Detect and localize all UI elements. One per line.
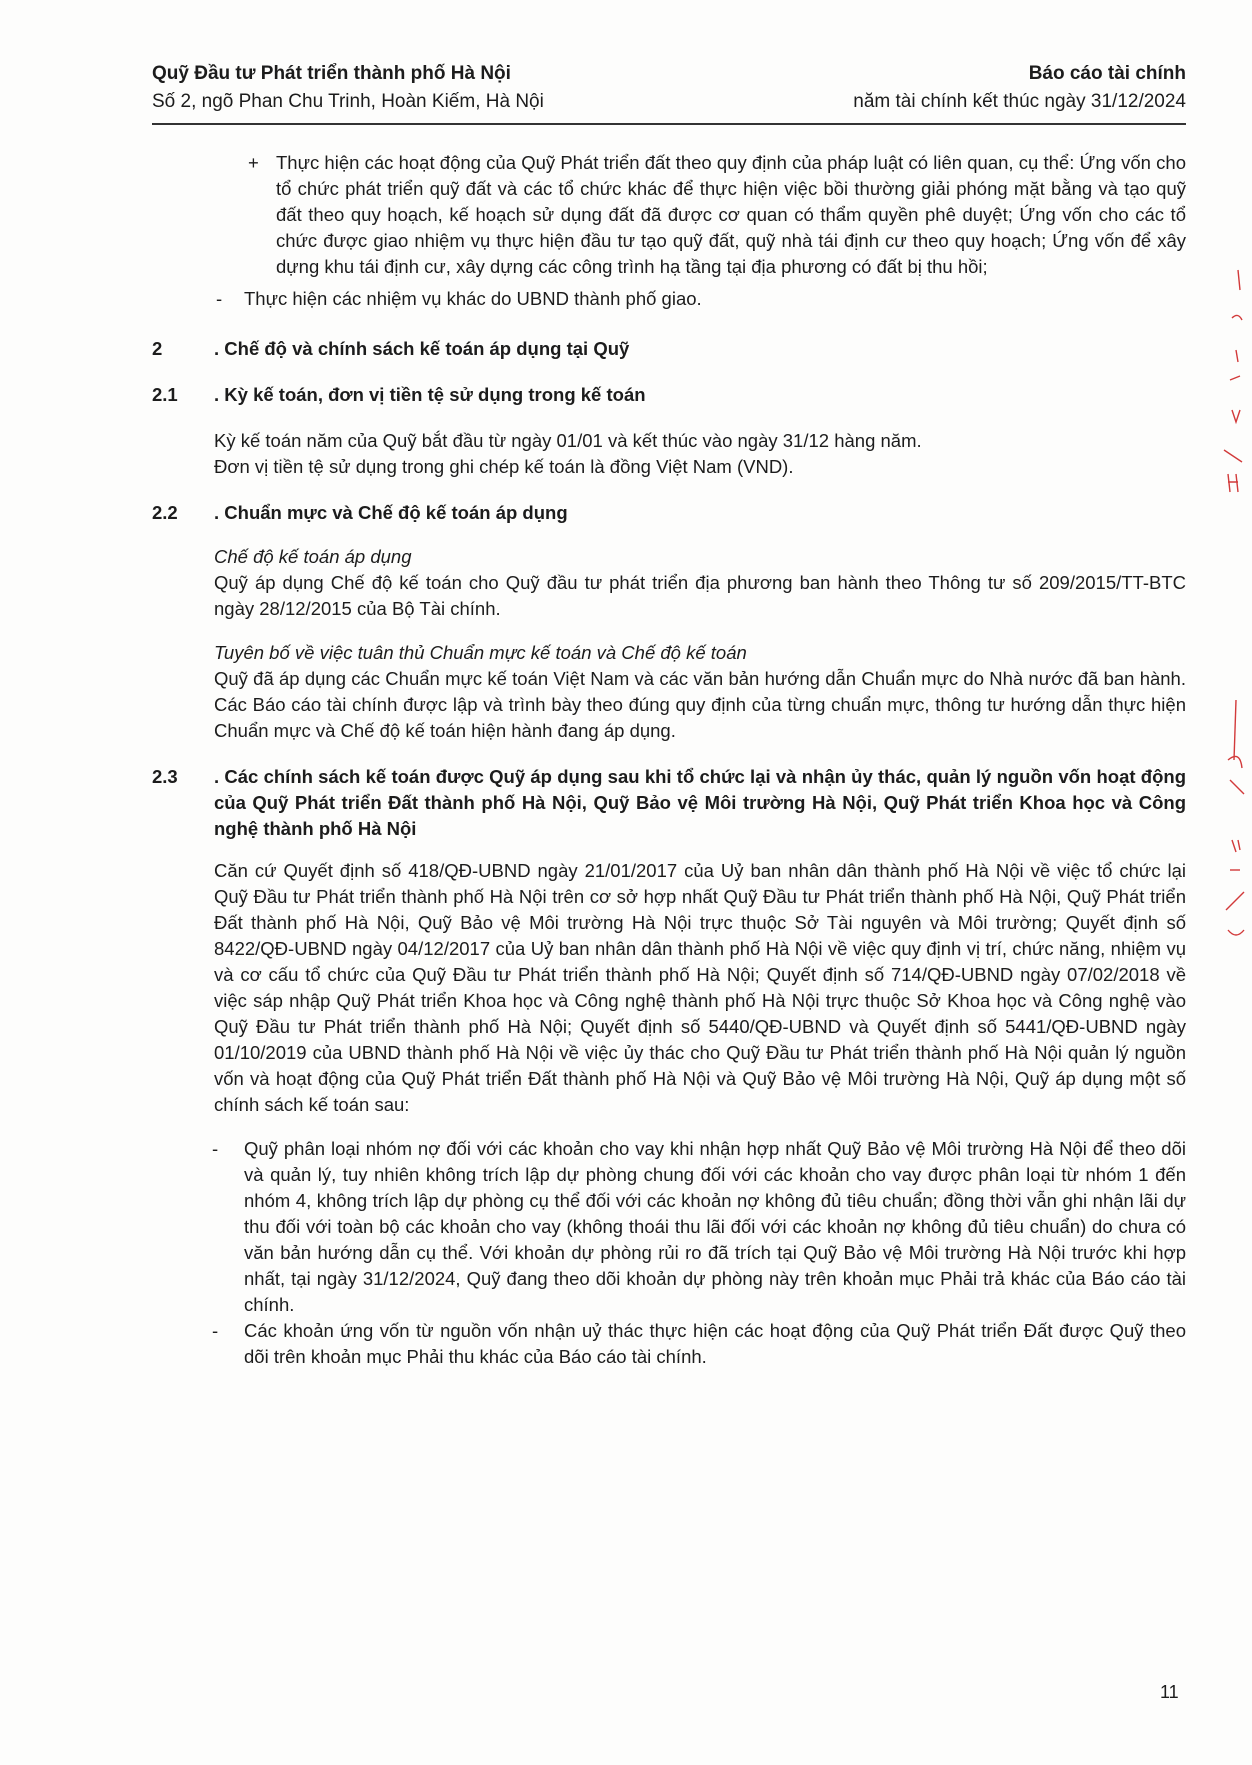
intro-plus-item — [152, 150, 1186, 280]
section-title: . Các chính sách kế toán được Quỹ áp dụng sau khi tổ chức lại và nhận ủy thác, quản lý nguồn vốn hoạt động của Quỹ Phát triển Đất thành phố Hà Nội, Quỹ Bảo vệ Môi trường Hà Nội, Quỹ Phát triển Khoa học và Công nghệ thành phố Hà Nội — [214, 766, 1186, 839]
list-item-text: Quỹ phân loại nhóm nợ đối với các khoản cho vay khi nhận hợp nhất Quỹ Bảo vệ Môi trường Hà Nội để theo dõi và quản lý, tuy nhiên không trích lập dự phòng chung đối với các khoản cho vay được phân loại từ nhóm 1 đến nhóm 4, không trích lập dự phòng cụ thể đối với các khoản nợ không đủ tiêu chuẩn; đồng thời vẫn ghi nhận lãi dự thu đối với toàn bộ các khoản cho vay (không thoái thu lãi đối với các khoản nợ không đủ tiêu chuẩn) do chưa có văn bản hướng dẫn cụ thể. Với khoản dự phòng rủi ro đã trích tại Quỹ Bảo vệ Môi trường Hà Nội trước khi hợp nhất, tại ngày 31/12/2024, Quỹ đang theo dõi khoản dự phòng này trên khoản mục Phải trả khác của Báo cáo tài chính. — [244, 1138, 1186, 1315]
dash-bullet-mark: - — [212, 1320, 219, 1341]
header-left — [152, 60, 544, 116]
subsection-title: Chế độ kế toán áp dụng — [214, 546, 412, 567]
list-item — [152, 1318, 1186, 1370]
section-title: . Chế độ và chính sách kế toán áp dụng tại Quỹ — [214, 338, 630, 359]
currency-unit-text: Đơn vị tiền tệ sử dụng trong ghi chép kế toán là đồng Việt Nam (VND). — [214, 456, 794, 477]
section-2-2-heading — [152, 500, 1186, 526]
legal-basis-paragraph: Căn cứ Quyết định số 418/QĐ-UBND ngày 21/01/2017 của Uỷ ban nhân dân thành phố Hà Nội về việc tổ chức lại Quỹ Đầu tư Phát triển thành phố Hà Nội trên cơ sở hợp nhất Quỹ Đầu tư Phát triển thành phố Hà Nội, Quỹ Phát triển Đất thành phố Hà Nội, Quỹ Bảo vệ Môi trường Hà Nội trực thuộc Sở Tài nguyên và Môi trường; Quyết định số 8422/QĐ-UBND ngày 04/12/2017 của Uỷ ban nhân dân thành phố Hà Nội về việc quy định vị trí, chức năng, nhiệm vụ và cơ cấu tổ chức của Quỹ Đầu tư Phát triển thành phố Hà Nội; Quyết định số 714/QĐ-UBND ngày 07/02/2018 về việc sáp nhập Quỹ Phát triển Khoa học và Công nghệ thành phố Hà Nội trực thuộc Sở Khoa học và Công nghệ vào Quỹ Đầu tư Phát triển thành phố Hà Nội; Quyết định số 5440/QĐ-UBND và Quyết định số 5441/QĐ-UBND ngày 01/10/2019 của UBND thành phố Hà Nội về việc ủy thác cho Quỹ Đầu tư Phát triển thành phố Hà Nội quản lý nguồn vốn và hoạt động của Quỹ Phát triển Đất thành phố Hà Nội và Quỹ Bảo vệ Môi trường Hà Nội, Quỹ áp dụng một số chính sách kế toán sau: — [214, 860, 1186, 1115]
header-right — [853, 60, 1186, 116]
report-title: Báo cáo tài chính — [1028, 63, 1186, 84]
page-number: 11 — [1160, 1682, 1179, 1702]
section-number: 2 — [152, 338, 163, 359]
intro-dash-item — [152, 286, 1186, 312]
section-number: 2.2 — [152, 502, 178, 523]
section-2-1-heading — [152, 382, 1186, 408]
section-number: 2.3 — [152, 766, 178, 787]
section-title: . Kỳ kế toán, đơn vị tiền tệ sử dụng trong kế toán — [214, 384, 646, 405]
section-2-heading — [152, 336, 1186, 362]
document-body — [152, 150, 1186, 1370]
compliance-statement-text: Quỹ đã áp dụng các Chuẩn mực kế toán Việt Nam và các văn bản hướng dẫn Chuẩn mực do Nhà nước đã ban hành. Các Báo cáo tài chính được lập và trình bày theo đúng quy định của từng chuẩn mực, thông tư hướng dẫn thực hiện Chuẩn mực và Chế độ kế toán hiện hành đang áp dụng. — [214, 668, 1186, 741]
accounting-period-text: Kỳ kế toán năm của Quỹ bắt đầu từ ngày 01/01 và kết thúc vào ngày 31/12 hàng năm. — [214, 430, 922, 451]
header-divider — [152, 123, 1186, 125]
dash-bullet-mark: - — [212, 1138, 219, 1159]
red-ink-marks — [1224, 270, 1244, 935]
plus-bullet-mark: + — [248, 152, 259, 173]
list-item-text: Các khoản ứng vốn từ nguồn vốn nhận uỷ thác thực hiện các hoạt động của Quỹ Phát triển Đất được Quỹ theo dõi trên khoản mục Phải thu khác của Báo cáo tài chính. — [244, 1320, 1186, 1367]
organization-name: Quỹ Đầu tư Phát triển thành phố Hà Nội — [152, 63, 511, 84]
organization-address: Số 2, ngõ Phan Chu Trinh, Hoàn Kiếm, Hà Nội — [152, 91, 544, 112]
section-title: . Chuẩn mực và Chế độ kế toán áp dụng — [214, 502, 568, 523]
list-item — [152, 1136, 1186, 1318]
subsection-title: Tuyên bố về việc tuân thủ Chuẩn mực kế toán và Chế độ kế toán — [214, 642, 747, 663]
report-period: năm tài chính kết thúc ngày 31/12/2024 — [853, 91, 1186, 112]
dash-bullet-mark: - — [216, 288, 223, 309]
section-2-3-heading — [152, 764, 1186, 842]
intro-dash-text: Thực hiện các nhiệm vụ khác do UBND thành phố giao. — [244, 288, 702, 309]
stamp-marks-decoration — [1218, 260, 1248, 960]
intro-plus-text: Thực hiện các hoạt động của Quỹ Phát triển đất theo quy định của pháp luật có liên quan, cụ thể: Ứng vốn cho tổ chức phát triển quỹ đất và các tổ chức khác để thực hiện việc bồi thường giải phóng mặt bằng và tạo quỹ đất theo quy hoạch, kế hoạch sử dụng đất đã được cơ quan có thẩm quyền phê duyệt; Ứng vốn cho các tổ chức được giao nhiệm vụ thực hiện đầu tư tạo quỹ đất, quỹ nhà tái định cư theo quy hoạch; Ứng vốn để xây dựng khu tái định cư, xây dựng các công trình hạ tầng tại địa phương có đất bị thu hồi; — [276, 152, 1186, 277]
section-number: 2.1 — [152, 384, 178, 405]
accounting-regime-text: Quỹ áp dụng Chế độ kế toán cho Quỹ đầu tư phát triển địa phương ban hành theo Thông tư số 209/2015/TT-BTC ngày 28/12/2015 của Bộ Tài chính. — [214, 572, 1186, 619]
page-header — [152, 60, 1186, 120]
